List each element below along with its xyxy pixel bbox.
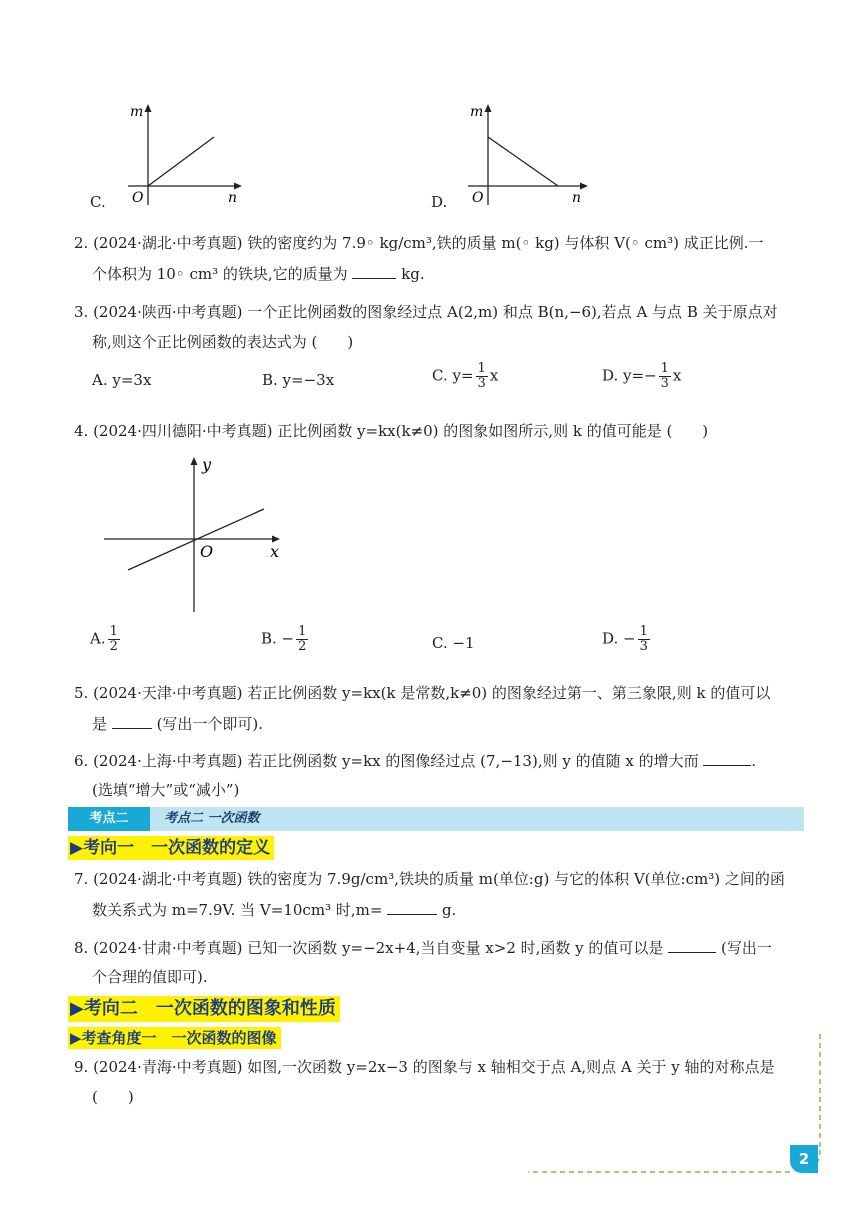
- q3-line2: 称,则这个正比例函数的表达式为 ( ): [92, 333, 354, 351]
- q4-option-b-num: 1: [298, 624, 307, 639]
- q3-option-c-fraction: [476, 362, 488, 391]
- q2-answer-blank[interactable]: [352, 264, 396, 279]
- q7-line2: [92, 900, 456, 920]
- q9-line2: ( ): [92, 1088, 134, 1106]
- q3-option-d[interactable]: [602, 362, 681, 391]
- graph-c-x-label: n: [228, 190, 238, 206]
- heading-direction-1-text: 考向一 一次函数的定义: [83, 838, 271, 858]
- q6-line1-text: 6. (2024·上海·中考真题) 若正比例函数 y=kx 的图像经过点 (7,−13),则 y 的值随 x 的增大而: [74, 752, 699, 770]
- q3-line1: 3. (2024·陕西·中考真题) 一个正比例函数的图象经过点 A(2,m) 和点 B(n,−6),若点 A 与点 B 关于原点对: [74, 303, 778, 321]
- q4-option-d-pre: D. −: [602, 629, 636, 648]
- q2-line2-text: 个体积为 10◦ cm³ 的铁块,它的质量为: [92, 265, 348, 283]
- q8-answer-blank[interactable]: [668, 938, 716, 953]
- q6-line1: [74, 751, 756, 771]
- q6-line2: (选填“增大”或“减小”): [92, 781, 240, 799]
- heading-direction-2-text: 考向二 一次函数的图象和性质: [83, 998, 336, 1019]
- q5-answer-blank[interactable]: [112, 714, 152, 729]
- page-number: 2: [790, 1145, 818, 1173]
- q4-option-b-den: 2: [298, 639, 307, 654]
- heading-angle-1: [68, 1027, 281, 1049]
- section-title: 考点二 一次函数: [164, 811, 260, 826]
- graph-c-y-label: m: [130, 104, 144, 120]
- q4-option-b-fraction: [296, 625, 308, 654]
- q6-line1-post: .: [751, 752, 757, 770]
- section-tag: 考点二: [68, 807, 150, 831]
- graph-q4-origin: O: [200, 542, 214, 561]
- q4-option-c[interactable]: C. −1: [432, 634, 475, 652]
- q5-line2-post: (写出一个即可).: [156, 715, 264, 733]
- q4-option-d-den: 3: [639, 639, 648, 654]
- q3-option-c-pre: C. y=: [432, 366, 474, 385]
- q3-option-c-den: 3: [477, 376, 486, 391]
- triangle-icon: ▶: [70, 838, 84, 858]
- graph-d-y-label: m: [470, 104, 484, 120]
- q7-answer-blank[interactable]: [387, 900, 437, 915]
- q3-option-d-fraction: [659, 362, 671, 391]
- q3-option-d-post: x: [672, 366, 682, 385]
- q3-option-c-num: 1: [477, 361, 486, 376]
- q5-line2: [92, 714, 263, 734]
- q8-line1: [74, 938, 772, 958]
- q5-line1: 5. (2024·天津·中考真题) 若正比例函数 y=kx(k 是常数,k≠0) 的图象经过第一、第三象限,则 k 的值可以: [74, 684, 771, 702]
- graph-q4-x-label: x: [270, 542, 280, 561]
- q2-line2: [92, 264, 425, 284]
- q4-option-b[interactable]: [261, 625, 310, 654]
- q6-answer-blank[interactable]: [703, 751, 751, 766]
- graph-q4: [100, 452, 290, 617]
- heading-direction-2: [68, 996, 340, 1022]
- q3-option-d-num: 1: [660, 361, 669, 376]
- graph-c: [120, 100, 250, 210]
- q2-line1: 2. (2024·湖北·中考真题) 铁的密度约为 7.9◦ kg/cm³,铁的质量 m(◦ kg) 与体积 V(◦ cm³) 成正比例.一: [74, 234, 764, 252]
- q4-option-a-den: 2: [109, 639, 118, 654]
- q4-option-b-pre: B. −: [261, 629, 295, 648]
- q4-option-d[interactable]: [602, 625, 652, 654]
- q4-option-d-fraction: [638, 625, 650, 654]
- triangle-icon: ▶: [70, 998, 84, 1019]
- q8-line2: 个合理的值即可).: [92, 968, 208, 986]
- q4-option-a[interactable]: [90, 625, 122, 654]
- q4-line1: 4. (2024·四川德阳·中考真题) 正比例函数 y=kx(k≠0) 的图象如图所示,则 k 的值可能是 ( ): [74, 422, 709, 440]
- q8-line1-text: 8. (2024·甘肃·中考真题) 已知一次函数 y=−2x+4,当自变量 x>2 时,函数 y 的值可以是: [74, 939, 664, 957]
- graph-c-origin: O: [132, 190, 144, 206]
- graph-c-label: C.: [90, 193, 106, 211]
- q8-line1-post: (写出一: [720, 939, 772, 957]
- graph-d-label: D.: [431, 193, 448, 211]
- heading-direction-1: [68, 836, 274, 860]
- heading-angle-1-text: 考查角度一 一次函数的图像: [81, 1029, 277, 1047]
- q2-line2-unit: kg.: [401, 265, 425, 283]
- graph-q4-y-label: y: [202, 455, 212, 474]
- graph-d-origin: O: [472, 190, 484, 206]
- q7-line1: 7. (2024·湖北·中考真题) 铁的密度为 7.9g/cm³,铁块的质量 m(单位:g) 与它的体积 V(单位:cm³) 之间的函: [74, 870, 785, 888]
- q7-line2-text: 数关系式为 m=7.9V. 当 V=10cm³ 时,m=: [92, 901, 383, 919]
- q3-option-d-pre: D. y=−: [602, 366, 657, 385]
- q3-option-c[interactable]: [432, 362, 498, 391]
- q3-option-b[interactable]: B. y=−3x: [262, 371, 335, 389]
- graph-d-x-label: n: [572, 190, 582, 206]
- graph-d: [460, 100, 590, 210]
- q5-line2-pre: 是: [92, 715, 108, 733]
- triangle-icon: ▶: [70, 1029, 82, 1047]
- q4-option-d-num: 1: [639, 624, 648, 639]
- q3-option-c-post: x: [489, 366, 499, 385]
- corner-dashed-border: [520, 1030, 830, 1180]
- q3-option-a[interactable]: A. y=3x: [92, 371, 152, 389]
- q4-option-a-pre: A.: [90, 629, 106, 648]
- q7-line2-unit: g.: [441, 901, 457, 919]
- q4-option-a-fraction: [108, 625, 120, 654]
- q3-option-d-den: 3: [660, 376, 669, 391]
- q4-option-a-num: 1: [109, 624, 118, 639]
- q9-line1: 9. (2024·青海·中考真题) 如图,一次函数 y=2x−3 的图象与 x 轴相交于点 A,则点 A 关于 y 轴的对称点是: [74, 1058, 775, 1076]
